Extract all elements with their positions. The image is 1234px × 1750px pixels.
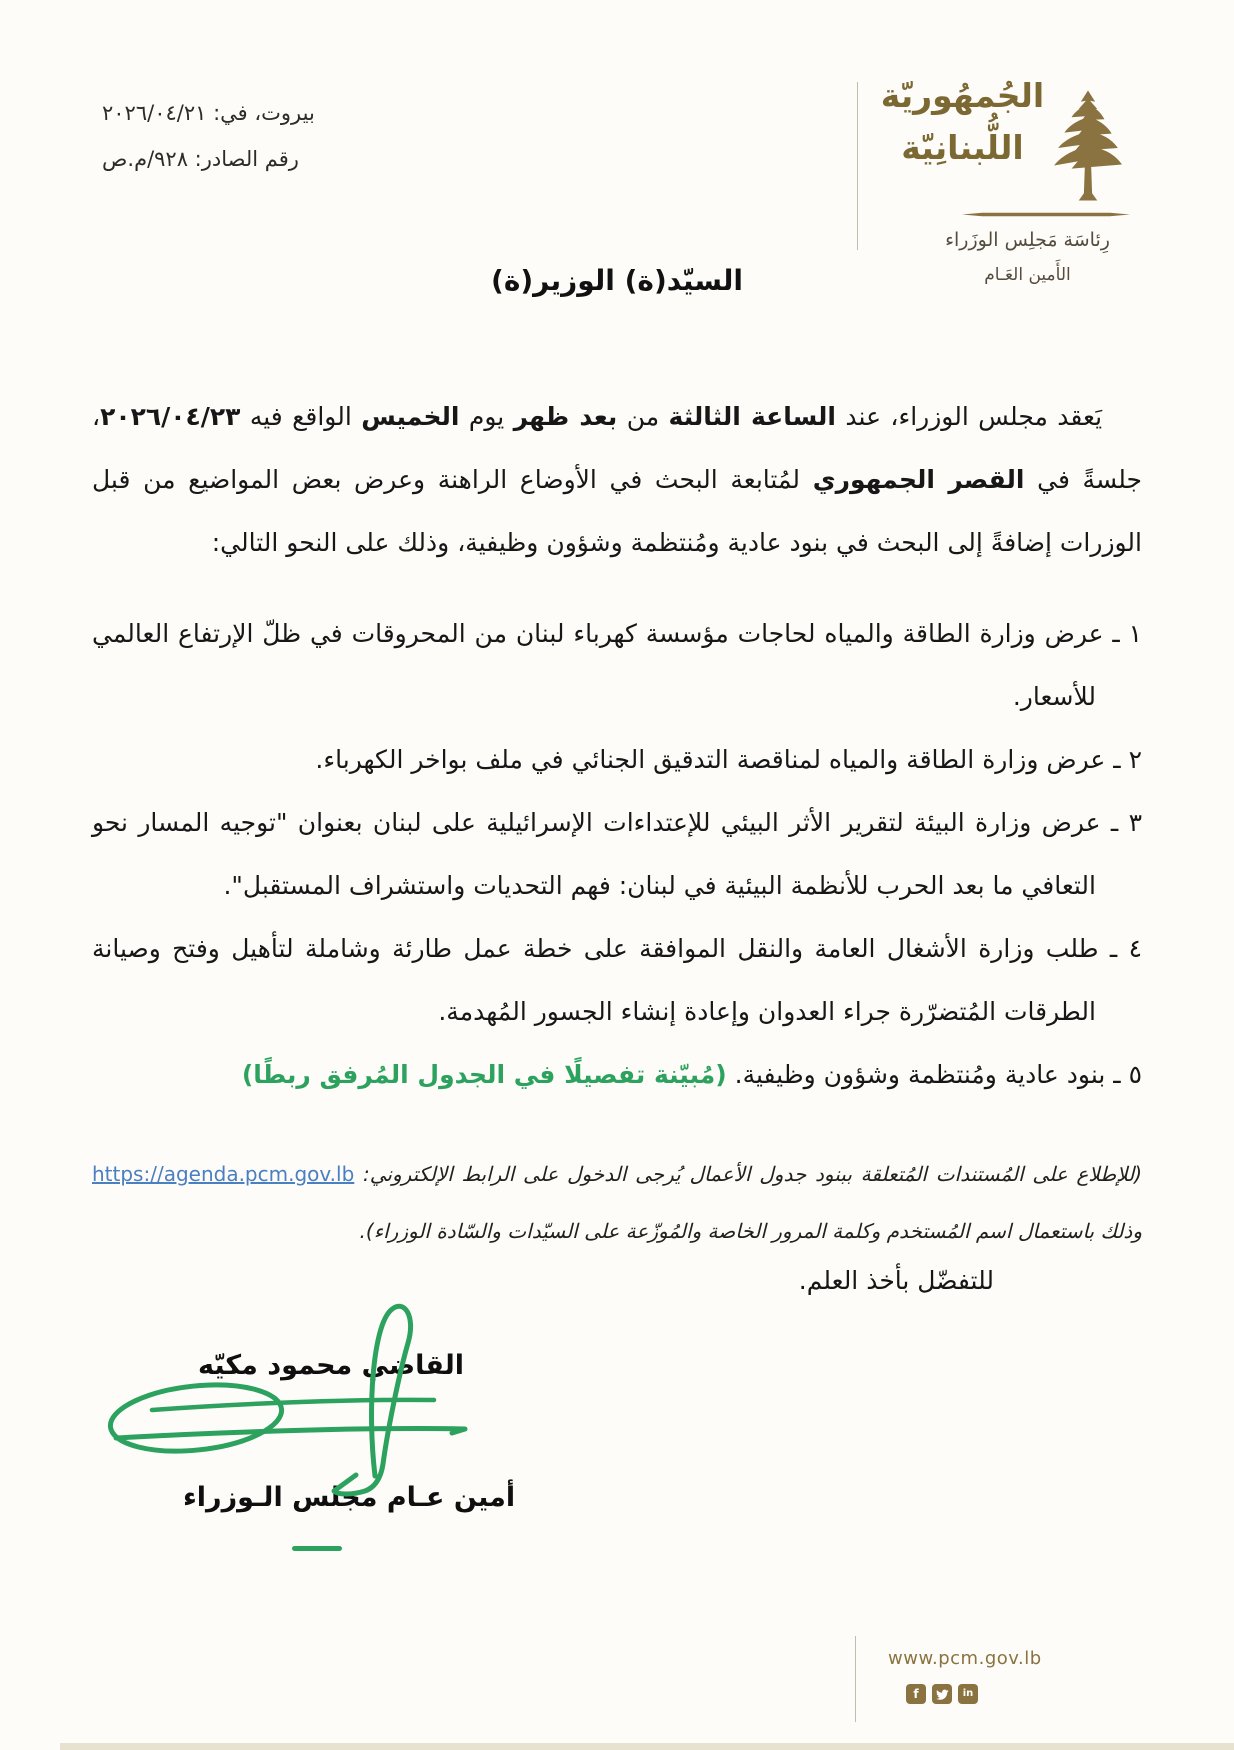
page-bottom-edge — [60, 1743, 1234, 1750]
intro-paragraph — [92, 385, 1142, 574]
text-run: الواقع فيه — [240, 402, 362, 431]
letter-ref-number: رقم الصادر: ٩٢٨/م.ص — [102, 147, 299, 171]
republic-calligraphy — [880, 70, 1045, 174]
sg-title: الأَمين العَـام — [984, 265, 1071, 285]
letterhead-vertical-rule — [857, 82, 858, 250]
footer-social-icons — [906, 1684, 978, 1704]
salutation: السيّد(ة) الوزير(ة) — [491, 264, 743, 297]
text-run: (للإطلاع على المُستندات المُتعلقة ببنود جدول الأعمال يُرجى الدخول على الرابط الإلكتروني: — [354, 1162, 1142, 1186]
footer-vertical-rule — [855, 1636, 856, 1722]
signer-name: القاضي محمود مكيّه — [198, 1350, 465, 1381]
text-run: من — [617, 402, 669, 431]
cedar-tree-icon — [1051, 88, 1125, 204]
logo-row — [880, 70, 1130, 204]
signature-underline — [292, 1546, 342, 1551]
text-run: ، جلسةً في — [92, 402, 1142, 494]
agenda-item-4 — [92, 917, 1142, 1043]
text-run: ٢٠٢٦/٠٤/٢٣ — [100, 402, 241, 431]
agenda-item-2 — [92, 728, 1142, 791]
letter-body — [92, 385, 1142, 1106]
text-run: لمُتابعة البحث في الأوضاع الراهنة وعرض بعض المواضيع من قبل الوزرات إضافةً إلى البحث في بنود عادية ومُنتظمة وشؤون وظيفية، وذلك على النحو التالي: — [92, 465, 1142, 557]
pcm-title: رِئاسَة مَجلِس الوزَراء — [945, 229, 1110, 251]
agenda-item-5 — [92, 1043, 1142, 1106]
text-run: (مُبيّنة تفصيلًا في الجدول المُرفق ربطًا) — [241, 1060, 727, 1089]
text-run: ٤ ـ طلب وزارة الأشغال العامة والنقل الموافقة على خطة عمل طارئة وشاملة لتأهيل وفتح وصيانة الطرقات المُتضرّرة جراء العدوان وإعادة إنشاء الجسور المُهدمة. — [92, 934, 1142, 1026]
agenda-item-1 — [92, 602, 1142, 728]
agenda-link[interactable]: https://agenda.pcm.gov.lb — [92, 1162, 355, 1186]
letter-meta — [102, 90, 315, 182]
text-run: الخميس — [361, 402, 460, 431]
letter-date: بيروت، في: ٢٠٢٦/٠٤/٢١ — [102, 101, 315, 125]
text-run: القصر الجمهوري — [812, 465, 1025, 494]
republic-line2: اللُّبنانِيّة — [901, 128, 1024, 167]
text-run: بعد ظهر — [513, 402, 618, 431]
linkedin-icon[interactable]: in — [958, 1684, 978, 1704]
text-run: وذلك باستعمال اسم المُستخدم وكلمة المرور الخاصة والمُوزّعة على السيّدات والسّادة الوزراء). — [359, 1219, 1142, 1243]
closing-line: للتفضّل بأخذ العلم. — [798, 1266, 994, 1295]
text-run: ١ ـ عرض وزارة الطاقة والمياه لحاجات مؤسسة كهرباء لبنان من المحروقات في ظلّ الإرتفاع العالمي للأسعار. — [92, 619, 1142, 711]
text-run: ٥ ـ بنود عادية ومُنتظمة وشؤون وظيفية. — [726, 1060, 1142, 1089]
footnote — [92, 1146, 1142, 1260]
logo-divider — [962, 212, 1130, 217]
agenda-items — [92, 602, 1142, 1106]
twitter-icon[interactable] — [932, 1684, 952, 1704]
facebook-icon[interactable]: f — [906, 1684, 926, 1704]
text-run: يَعقد مجلس الوزراء، عند — [836, 402, 1103, 431]
agenda-item-3 — [92, 791, 1142, 917]
text-run: ٢ ـ عرض وزارة الطاقة والمياه لمناقصة التدقيق الجنائي في ملف بواخر الكهرباء. — [315, 745, 1142, 774]
text-run: يوم — [459, 402, 514, 431]
signer-title: أمين عـام مجلس الـوزراء — [183, 1482, 516, 1513]
republic-line1: الجُمهُوريّة — [880, 76, 1045, 115]
text-run: الساعة الثالثة — [668, 402, 837, 431]
letterhead-logo — [880, 70, 1130, 285]
text-run: ٣ ـ عرض وزارة البيئة لتقرير الأثر البيئي للإعتداءات الإسرائيلية على لبنان بعنوان "توجيه المسار نحو التعافي ما بعد الحرب للأنظمة البيئية في لبنان: فهم التحديات واستشراف المستقبل". — [92, 808, 1142, 900]
footer-website[interactable]: www.pcm.gov.lb — [888, 1648, 1042, 1669]
